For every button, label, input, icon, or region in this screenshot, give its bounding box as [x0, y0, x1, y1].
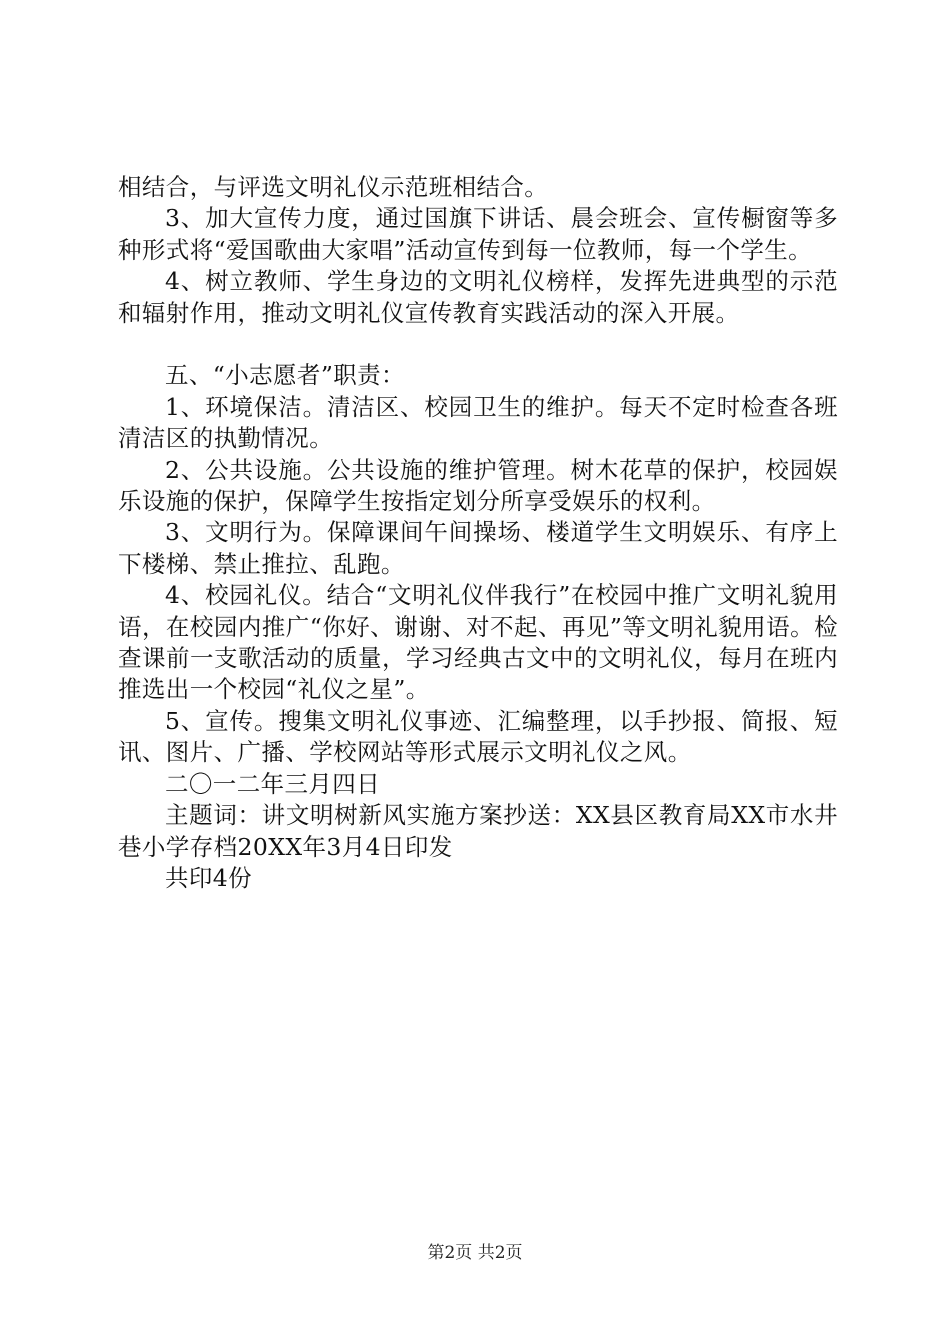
document-date: 二〇一二年三月四日: [165, 769, 381, 798]
document-copies-count: 共印4份: [165, 863, 253, 892]
section-heading-volunteer-duties: 五、“小志愿者”职责：: [165, 361, 405, 390]
paragraph-item-3-publicity: 3、加大宣传力度，通过国旗下讲话、晨会班会、宣传橱窗等多种形式将“爱国歌曲大家唱”活动宣传到每一位教师，每一个学生。: [118, 204, 838, 264]
paragraph-duty-4-etiquette: 4、校园礼仪。结合“文明礼仪伴我行”在校园中推广文明礼貌用语，在校园内推广“你好、谢谢、对不起、再见”等文明礼貌用语。检查课前一支歌活动的质量，学习经典古文中的文明礼仪，每月在班内推选出一个校园“礼仪之星”。: [118, 581, 838, 704]
paragraph-spacer: [118, 329, 838, 360]
paragraph-duty-3-behavior: 3、文明行为。保障课间午间操场、楼道学生文明娱乐、有序上下楼梯、禁止推拉、乱跑。: [118, 518, 838, 578]
paragraph-duty-1-cleaning: 1、环境保洁。清洁区、校园卫生的维护。每天不定时检查各班清洁区的执勤情况。: [118, 392, 838, 453]
page-footer: [0, 1241, 950, 1265]
paragraph-duty-5-publicity: 5、宣传。搜集文明礼仪事迹、汇编整理，以手抄报、简报、短讯、图片、广播、学校网站等形式展示文明礼仪之风。: [118, 706, 838, 767]
paragraph-continuation: 相结合，与评选文明礼仪示范班相结合。: [118, 173, 549, 201]
paragraph-duty-2-facilities: 2、公共设施。公共设施的维护管理。树木花草的保护，校园娱乐设施的保护，保障学生按指定划分所享受娱乐的权利。: [118, 455, 838, 516]
page-number-label: 第2页 共2页: [427, 1243, 523, 1263]
document-subject-and-distribution: 主题词：讲文明树新风实施方案抄送：XX县区教育局XX市水井巷小学存档20XX年3月4日印发: [118, 801, 838, 861]
document-body: [118, 172, 838, 894]
paragraph-item-4-role-models: 4、树立教师、学生身边的文明礼仪榜样，发挥先进典型的示范和辐射作用，推动文明礼仪宣传教育实践活动的深入开展。: [118, 267, 838, 327]
